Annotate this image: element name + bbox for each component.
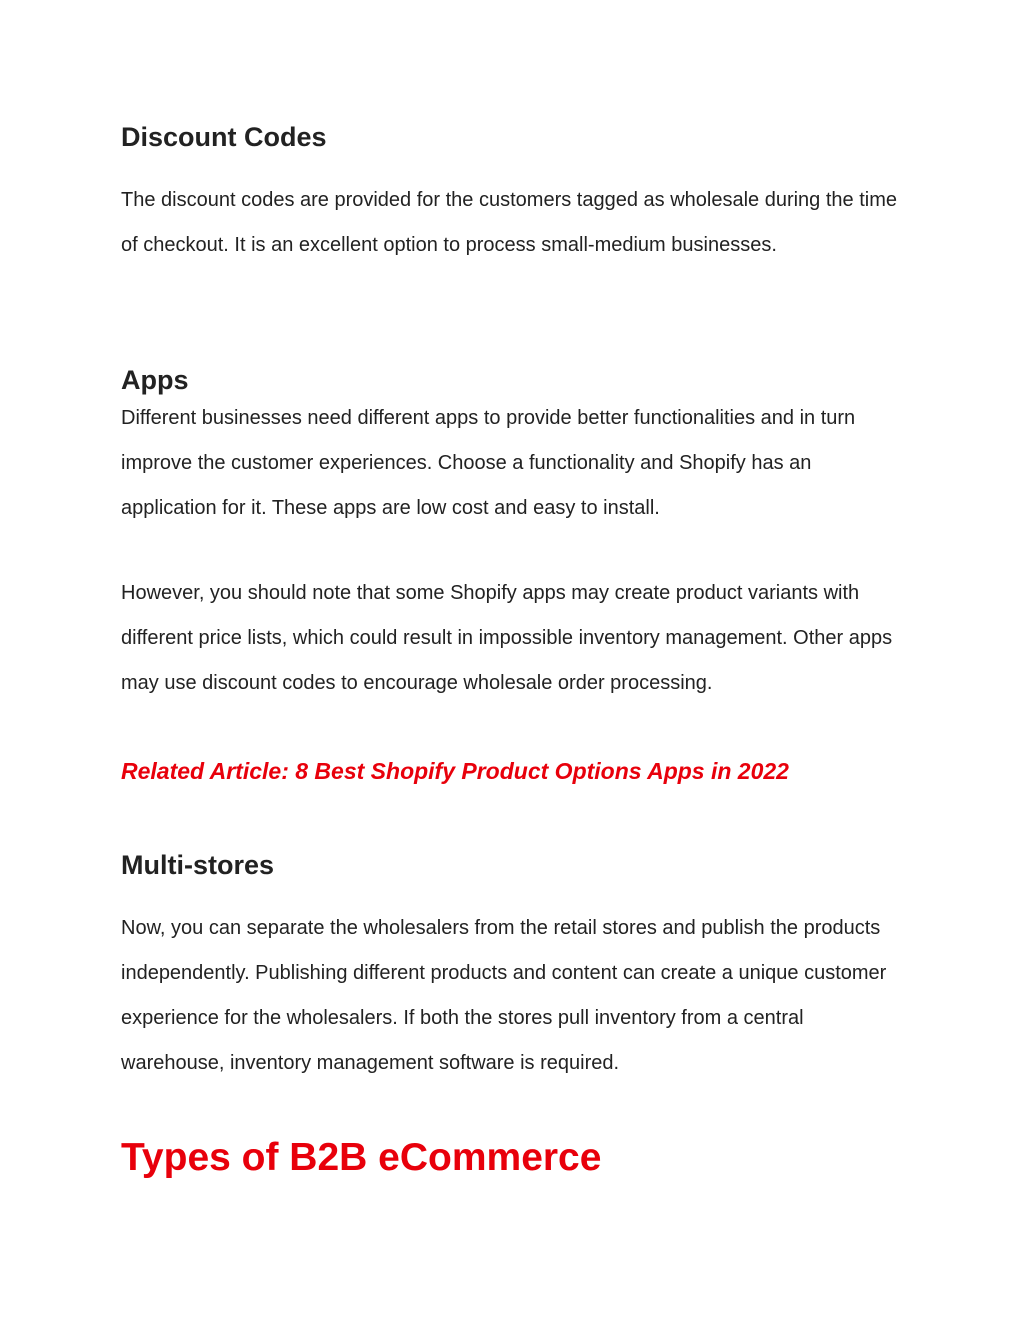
discount-codes-heading: Discount Codes <box>121 122 327 152</box>
apps-heading: Apps <box>121 365 189 395</box>
apps-paragraph-1: Different businesses need different apps to provide better functionalities and in turn improve the customer experiences. Choose a functionality and Shopify has an application for it. These apps are low cost and easy to install. <box>121 407 856 519</box>
discount-codes-paragraph: The discount codes are provided for the customers tagged as wholesale during the time of checkout. It is an excellent option to process small-medium businesses. <box>121 189 897 256</box>
apps-paragraph-2: However, you should note that some Shopify apps may create product variants with different price lists, which could result in impossible inventory management. Other apps may use discount codes to encourage wholesale order processing. <box>121 582 893 694</box>
multi-stores-paragraph: Now, you can separate the wholesalers from the retail stores and publish the products independently. Publishing different products and content can create a unique customer experience for the wholesalers. If both the stores pull inventory from a central warehouse, inventory management software is required. <box>121 917 887 1074</box>
multi-stores-heading: Multi-stores <box>121 850 275 880</box>
related-article-link[interactable]: Related Article: 8 Best Shopify Product Options Apps in 2022 <box>121 758 789 784</box>
types-of-b2b-heading: Types of B2B eCommerce <box>121 1136 602 1179</box>
